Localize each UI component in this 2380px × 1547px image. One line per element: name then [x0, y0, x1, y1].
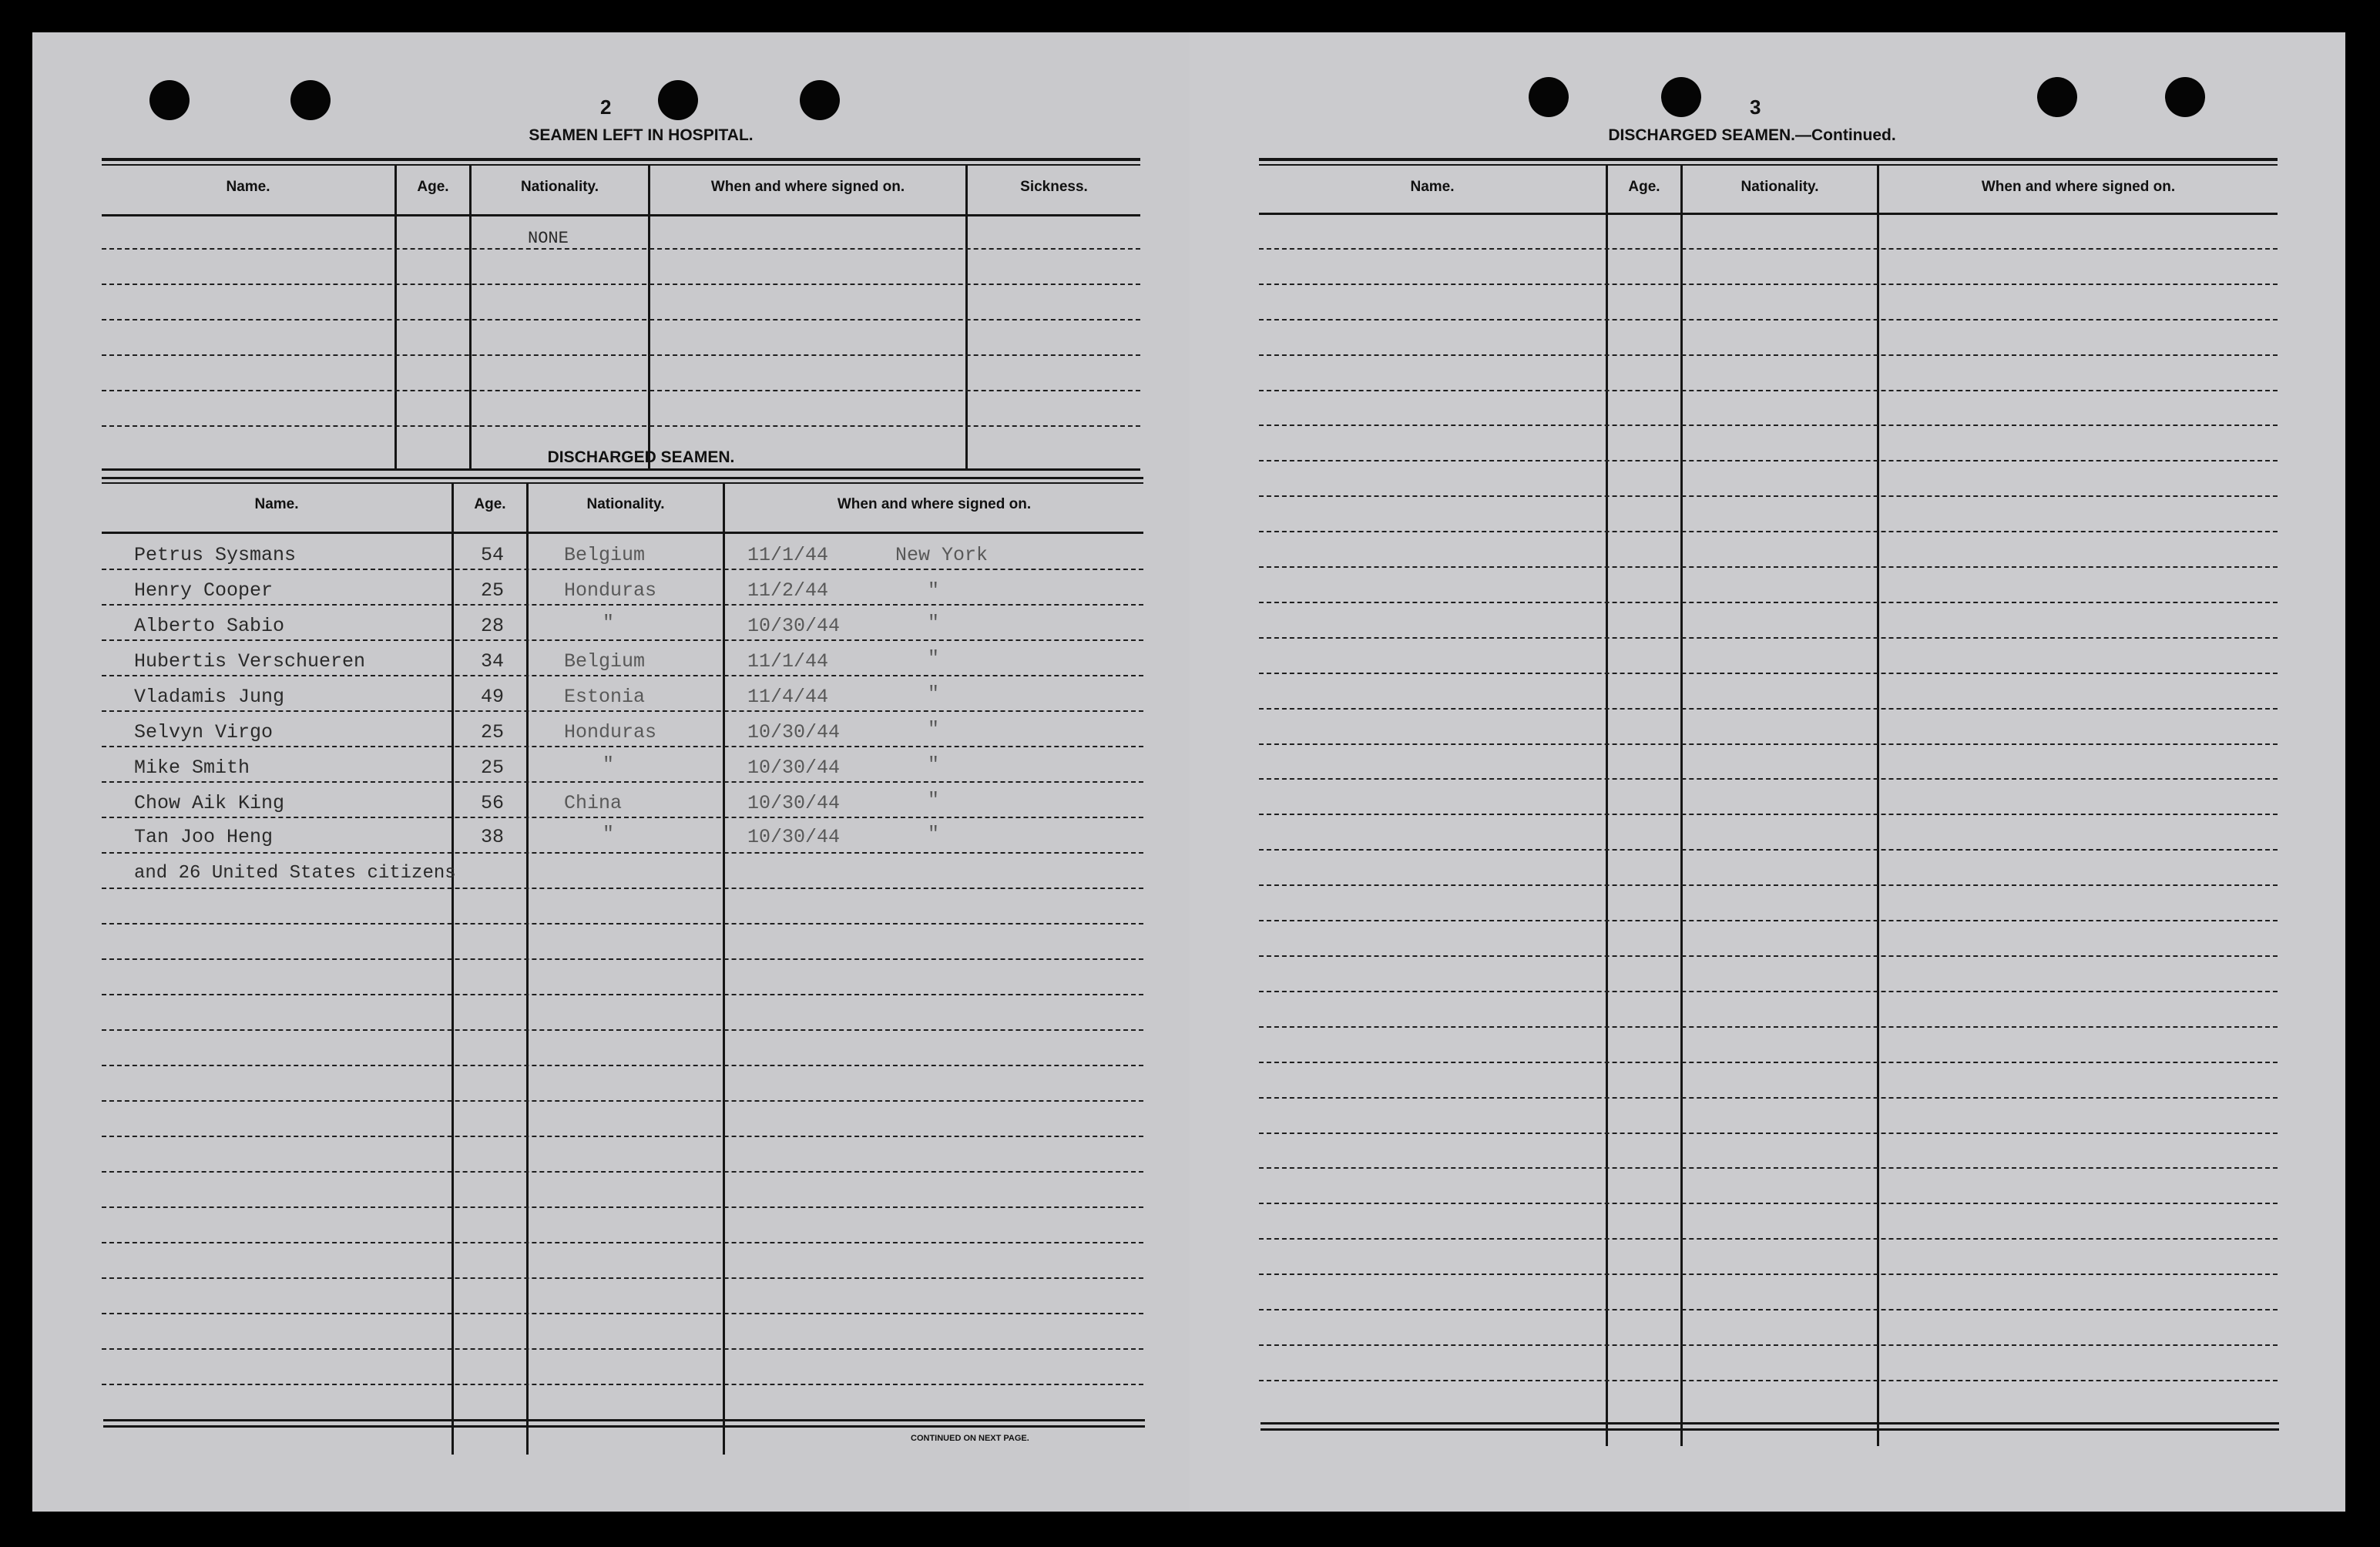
header-nationality: Nationality. — [1741, 179, 1819, 195]
ruled-line — [102, 923, 1143, 925]
crew-nationality: Estonia — [564, 686, 646, 708]
table-rule — [1259, 213, 2278, 215]
crew-nationality: Belgium — [564, 650, 646, 673]
ruled-line — [1259, 425, 2278, 426]
ruled-line — [1259, 1344, 2278, 1346]
table-rule — [1260, 1428, 2279, 1431]
ruled-line — [1259, 708, 2278, 710]
ruled-line — [1259, 884, 2278, 886]
crew-nationality: " — [603, 753, 615, 776]
ruled-line — [1259, 390, 2278, 391]
crew-date: 11/1/44 — [747, 650, 829, 673]
ruled-line — [102, 675, 1143, 676]
ruled-line — [1259, 1238, 2278, 1240]
crew-name: Chow Aik King — [134, 792, 285, 814]
crew-name: Alberto Sabio — [134, 615, 285, 637]
discharged-section-title: DISCHARGED SEAMEN. — [547, 448, 735, 466]
crew-place: " — [928, 647, 940, 669]
crew-name: Selvyn Virgo — [134, 721, 274, 743]
crew-place: New York — [895, 544, 989, 566]
header-age: Age. — [474, 496, 506, 512]
column-divider — [526, 482, 529, 1455]
crew-date: 10/30/44 — [747, 615, 841, 637]
ruled-line — [1259, 637, 2278, 639]
table-rule — [102, 532, 1143, 534]
ruled-line — [102, 1065, 1143, 1066]
discharged-table — [32, 32, 1190, 1512]
ruled-line — [1259, 955, 2278, 957]
crew-age: 49 — [481, 686, 505, 708]
ruled-line — [1259, 1274, 2278, 1275]
crew-age: 25 — [481, 579, 505, 602]
crew-name: Henry Cooper — [134, 579, 274, 602]
crew-nationality: " — [603, 612, 615, 634]
table-rule — [1259, 158, 2278, 161]
ruled-line — [1259, 920, 2278, 921]
crew-name: Vladamis Jung — [134, 686, 285, 708]
ruled-line — [1259, 1062, 2278, 1063]
header-age: Age. — [417, 179, 449, 195]
ruled-line — [102, 569, 1143, 570]
ruled-line — [1259, 495, 2278, 497]
ruled-line — [1259, 1097, 2278, 1099]
crew-age: 28 — [481, 615, 505, 637]
ruled-line — [102, 781, 1143, 783]
crew-name: Mike Smith — [134, 757, 250, 779]
ruled-line — [102, 994, 1143, 995]
ruled-line — [102, 710, 1143, 712]
ruled-line — [1259, 460, 2278, 461]
ruled-line — [102, 852, 1143, 854]
ruled-line — [102, 1313, 1143, 1314]
ruled-line — [1259, 814, 2278, 815]
crew-nationality: Belgium — [564, 544, 646, 566]
ruled-line — [102, 1242, 1143, 1243]
crew-date: 10/30/44 — [747, 826, 841, 848]
ruled-line — [1259, 248, 2278, 250]
header-signed-on: When and where signed on. — [1981, 179, 2176, 195]
crew-date: 11/4/44 — [747, 686, 829, 708]
ruled-line — [102, 1171, 1143, 1173]
crew-place: " — [928, 579, 940, 602]
ruled-line — [102, 639, 1143, 641]
header-sickness: Sickness. — [1020, 179, 1088, 195]
crew-place: " — [928, 718, 940, 740]
column-divider — [451, 482, 454, 1455]
punch-hole — [1661, 77, 1701, 117]
ruled-line — [102, 604, 1143, 606]
crew-age: 34 — [481, 650, 505, 673]
table-rule — [102, 477, 1143, 479]
ruled-line — [1259, 778, 2278, 780]
continued-note: CONTINUED ON NEXT PAGE. — [911, 1434, 1029, 1443]
crew-nationality: Honduras — [564, 721, 657, 743]
ruled-line — [102, 1100, 1143, 1102]
ruled-line — [1259, 284, 2278, 285]
ruled-line — [102, 888, 1143, 889]
table-rule — [102, 482, 1143, 484]
header-nationality: Nationality. — [586, 496, 665, 512]
crew-place: " — [928, 612, 940, 634]
ruled-line — [1259, 743, 2278, 745]
crew-name: Tan Joo Heng — [134, 826, 274, 848]
crew-name: Petrus Sysmans — [134, 544, 297, 566]
crew-place: " — [928, 683, 940, 705]
column-divider — [1680, 164, 1683, 1446]
table-rule — [103, 1425, 1145, 1428]
ruled-line — [1259, 991, 2278, 992]
crew-place: " — [928, 789, 940, 811]
ruled-line — [1259, 531, 2278, 532]
ruled-line — [1259, 602, 2278, 603]
crew-place: " — [928, 823, 940, 845]
table-rule — [1259, 164, 2278, 166]
crew-age: 38 — [481, 826, 505, 848]
crew-nationality: China — [564, 792, 623, 814]
crew-date: 10/30/44 — [747, 792, 841, 814]
table-rule — [1260, 1422, 2279, 1425]
crew-age: 25 — [481, 721, 505, 743]
header-signed-on: When and where signed on. — [710, 179, 905, 195]
crew-nationality: Honduras — [564, 579, 657, 602]
table-rule — [103, 1419, 1145, 1421]
crew-nationality: " — [603, 823, 615, 845]
ruled-line — [1259, 566, 2278, 568]
ruled-line — [102, 1206, 1143, 1208]
header-nationality: Nationality. — [521, 179, 599, 195]
crew-date: 10/30/44 — [747, 757, 841, 779]
punch-hole — [1529, 77, 1569, 117]
ruled-line — [102, 958, 1143, 960]
ruled-line — [1259, 1133, 2278, 1134]
ruled-line — [1259, 849, 2278, 851]
crew-age: 25 — [481, 757, 505, 779]
crew-date: 10/30/44 — [747, 721, 841, 743]
punch-hole — [2165, 77, 2205, 117]
right-page — [1190, 32, 2345, 1512]
header-age: Age. — [1628, 179, 1660, 195]
ruled-line — [1259, 1380, 2278, 1381]
ruled-line — [102, 817, 1143, 818]
ruled-line — [102, 746, 1143, 747]
column-divider — [1877, 164, 1879, 1446]
column-divider — [723, 482, 725, 1455]
header-name: Name. — [1410, 179, 1455, 195]
crew-age: 56 — [481, 792, 505, 814]
ruled-line — [102, 1348, 1143, 1350]
column-divider — [1606, 164, 1608, 1446]
page-number: 3 — [1750, 96, 1761, 119]
ruled-line — [102, 1029, 1143, 1031]
header-name: Name. — [226, 179, 270, 195]
ruled-line — [1259, 1026, 2278, 1028]
ruled-line — [1259, 1203, 2278, 1204]
discharged-continued-title: DISCHARGED SEAMEN.—Continued. — [1608, 126, 1896, 144]
ruled-line — [1259, 354, 2278, 356]
ruled-line — [102, 1277, 1143, 1279]
crew-age: 54 — [481, 544, 505, 566]
crew-date: 11/2/44 — [747, 579, 829, 602]
header-name: Name. — [254, 496, 299, 512]
hospital-section-title: SEAMEN LEFT IN HOSPITAL. — [529, 126, 754, 144]
hospital-entry: NONE — [528, 229, 569, 248]
header-signed-on: When and where signed on. — [837, 496, 1032, 512]
footer-entry: and 26 United States citizens — [134, 863, 456, 884]
crew-date: 11/1/44 — [747, 544, 829, 566]
ruled-line — [102, 1384, 1143, 1385]
page-number: 2 — [600, 96, 612, 119]
ruled-line — [1259, 1167, 2278, 1169]
crew-name: Hubertis Verschueren — [134, 650, 366, 673]
ruled-line — [1259, 673, 2278, 674]
ruled-line — [1259, 1309, 2278, 1310]
ruled-line — [102, 1136, 1143, 1137]
punch-hole — [2037, 77, 2077, 117]
ruled-line — [1259, 319, 2278, 320]
crew-place: " — [928, 753, 940, 776]
